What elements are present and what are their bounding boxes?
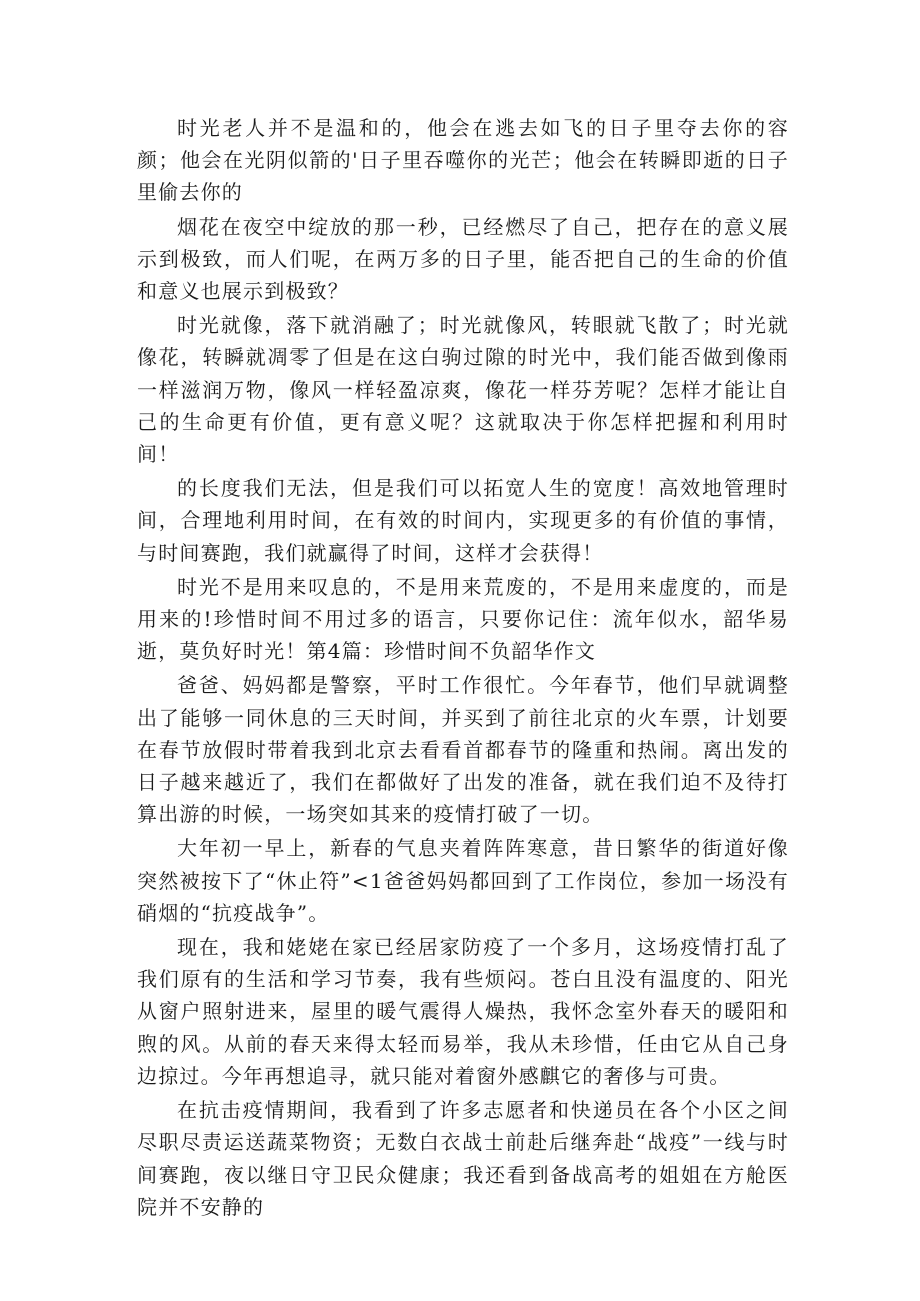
paragraph: 时光老人并不是温和的，他会在逃去如飞的日子里夺去你的容颜；他会在光阴似箭的'日子里吞噬你的光芒；他会在转瞬即逝的日子里偷去你的 (137, 116, 789, 205)
document-body (137, 112, 789, 1225)
paragraph: 时光就像，落下就消融了；时光就像风，转眼就飞散了；时光就像花，转瞬就凋零了但是在这白驹过隙的时光中，我们能否做到像雨一样滋润万物，像风一样轻盈凉爽，像花一样芬芳呢？怎样才能让自己的生命更有价值，更有意义呢？这就取决于你怎样把握和利用时间！ (137, 313, 789, 467)
paragraph: 的长度我们无法，但是我们可以拓宽人生的宽度！高效地管理时间，合理地利用时间，在有效的时间内，实现更多的有价值的事情，与时间赛跑，我们就赢得了时间，这样才会获得！ (137, 476, 789, 565)
paragraph: 爸爸、妈妈都是警察，平时工作很忙。今年春节，他们早就调整出了能够一同休息的三天时间，并买到了前往北京的火车票，计划要在春节放假时带着我到北京去看看首都春节的隆重和热闹。离出发的日子越来越近了，我们在都做好了出发的准备，就在我们迫不及待打算出游的时候，一场突如其来的疫情打破了一切。 (137, 673, 789, 827)
paragraph: 大年初一早上，新春的气息夹着阵阵寒意，昔日繁华的街道好像突然被按下了“休止符”<1爸爸妈妈都回到了工作岗位，参加一场没有硝烟的“抗疫战争”。 (137, 836, 789, 925)
paragraph: 时光不是用来叹息的，不是用来荒废的，不是用来虚度的，而是用来的!珍惜时间不用过多的语言，只要你记住：流年似水，韶华易逝，莫负好时光！第4篇：珍惜时间不负韶华作文 (137, 574, 789, 664)
paragraph: 烟花在夜空中绽放的那一秒，已经燃尽了自己，把存在的意义展示到极致，而人们呢，在两万多的日子里，能否把自己的生命的价值和意义也展示到极致？ (137, 214, 789, 304)
paragraph: 现在，我和姥姥在家已经居家防疫了一个多月，这场疫情打乱了我们原有的生活和学习节奏，我有些烦闷。苍白且没有温度的、阳光从窗户照射进来，屋里的暖气震得人燥热，我怀念室外春天的暖阳和煦的风。从前的春天来得太轻而易举，我从未珍惜，任由它从自己身边掠过。今年再想追寻，就只能对着窗外感麒它的奢侈与可贵。 (137, 935, 789, 1088)
paragraph: 在抗击疫情期间，我看到了许多志愿者和快递员在各个小区之间尽职尽责运送蔬菜物资；无数白衣战士前赴后继奔赴“战疫”一线与时间赛跑，夜以继日守卫民众健康；我还看到备战高考的姐姐在方舱医院并不安静的 (137, 1098, 789, 1219)
